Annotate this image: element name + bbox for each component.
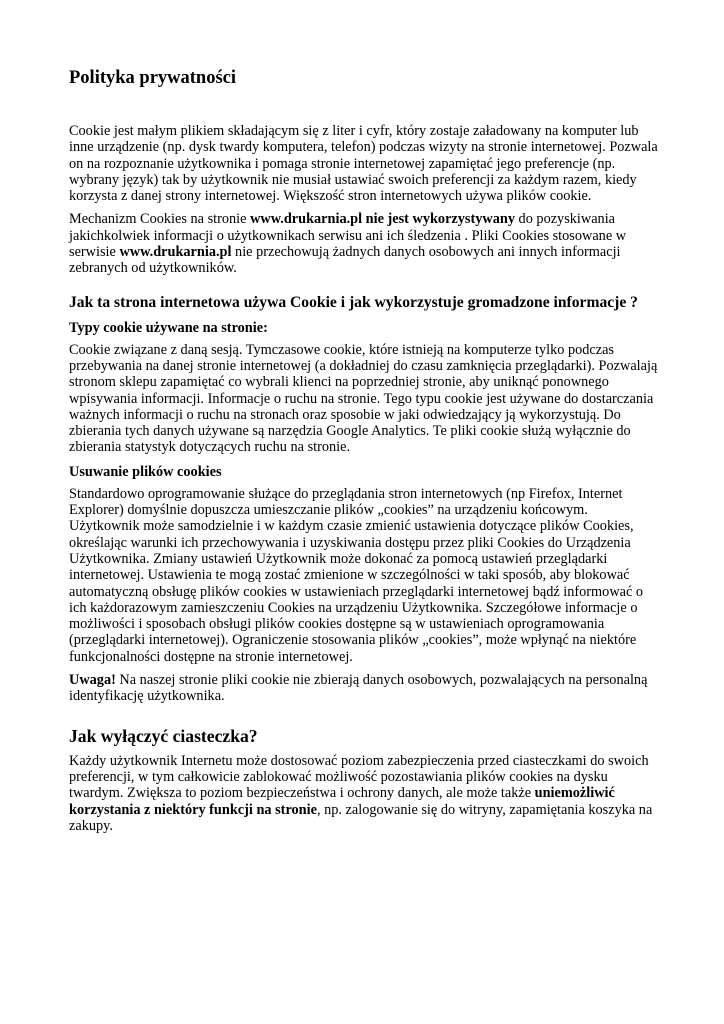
warning-paragraph [69, 672, 659, 705]
disable-text-c: , np. zalogowanie się do witryny, zapamiętania koszyka na zakupy. [69, 801, 653, 834]
page-title: Polityka prywatności [69, 68, 237, 88]
section-disable-heading: Jak wyłączyć ciasteczka? [69, 725, 258, 746]
disable-text-a: Każdy użytkownik Internetu może dostosować poziom zabezpieczenia przed ciasteczkami do swoich preferencji, w tym całkowicie zablokować możliwość pozostawiania plików cookies na dysku twardym. Zwiększa to poziom bezpieczeństwa i ochrony danych, ale może także [69, 752, 649, 802]
intro-p2-text-c: nie przechowują żadnych danych osobowych ani innych informacji zebranych od użytkowników. [69, 244, 621, 277]
intro-p2-bold-a: www.drukarnia.pl nie jest wykorzystywany [250, 211, 515, 228]
intro-p2-text-b: do pozyskiwania jakichkolwiek informacji o użytkownikach serwisu ani ich śledzenia . Pliki Cookies stosowane w serwisie [69, 211, 627, 261]
disable-bold: uniemożliwić korzystania z niektóry funkcji na stronie [69, 785, 615, 818]
intro-paragraph-1: Cookie jest małym plikiem składającym się z liter i cyfr, który zostaje załadowany na komputer lub inne urządzenie (np. dysk twardy komputera, telefon) podczas wizyty na stronie internetowej. Pozwala on na rozpoznanie użytkownika i pomaga stronie internetowej zapamiętać jego preferencje (np. wybrany język) tak by użytkownik nie musiał ustawiać swoich preferencji za każdym razem, kiedy korzysta z danej strony internetowej. Większość stron internetowych używa plików cookie. [69, 123, 658, 205]
cookie-types-paragraph: Cookie związane z daną sesją. Tymczasowe cookie, które istnieją na komputerze tylko podczas przebywania na danej stronie internetowej (a dokładniej do czasu zamknięcia przeglądarki). Pozwalają stronom sklepu zapamiętać co wybrali klienci na poprzedniej stronie, aby uniknąć ponownego wpisywania informacji. Informacje o ruchu na stronie. Tego typu cookie jest używane do dostarczania ważnych informacji o ruchu na stronach oraz sposobie w jaki odwiedzający ją wykorzystują. Do zbierania tych danych używane są narzędzia Google Analytics. Te pliki cookie służą wyłącznie do zbierania statystyk dotyczących ruchu na stronie. [69, 341, 658, 456]
warning-label: Uwaga! [69, 672, 116, 689]
cookie-removal-heading: Usuwanie plików cookies [69, 463, 222, 480]
intro-p2-bold-b: www.drukarnia.pl [119, 244, 232, 261]
cookie-types-heading: Typy cookie używane na stronie: [69, 319, 268, 336]
document-page [69, 66, 659, 841]
disable-paragraph [69, 753, 659, 834]
cookie-removal-paragraph: Standardowo oprogramowanie służące do przeglądania stron internetowych (np Firefox, Internet Explorer) domyślnie dopuszcza umieszczanie plików „cookies” na urządzeniu końcowym. Użytkownik może samodzielnie i w każdym czasie zmienić ustawienia dotyczące plików Cookies, określając warunki ich przechowywania i uzyskiwania dostępu przez pliki Cookies do Urządzenia Użytkownika. Zmiany ustawień Użytkownik może dokonać za pomocą ustawień przeglądarki internetowej. Ustawienia te mogą zostać zmienione w szczególności w taki sposób, aby blokować automatyczną obsługę plików cookies w ustawieniach przeglądarki internetowej bądź informować o ich każdorazowym zamieszczeniu Cookies na urządzeniu Użytkownika. Szczegółowe informacje o możliwości i sposobach obsługi plików cookies dostępne są w ustawieniach oprogramowania (przeglądarki internetowej). Ograniczenie stosowania plików „cookies”, może wpłynąć na niektóre funkcjonalności dostępne na stronie internetowej. [69, 485, 644, 665]
intro-paragraph-2 [69, 211, 659, 276]
section-how-heading: Jak ta strona internetowa używa Cookie i jak wykorzystuje gromadzone informacje ? [69, 293, 638, 311]
intro-p2-text-a: Mechanizm Cookies na stronie [69, 211, 251, 228]
warning-text: Na naszej stronie pliki cookie nie zbierają danych osobowych, pozwalających na personalną identyfikację użytkownika. [69, 672, 648, 705]
